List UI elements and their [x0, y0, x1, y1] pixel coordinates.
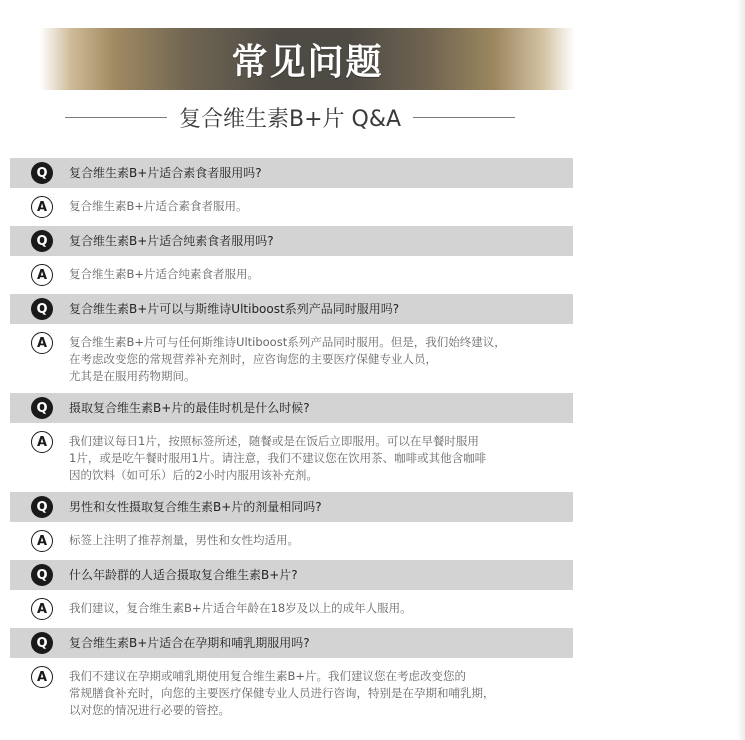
faq-answer-text: 复合维生素B+片适合素食者服用。: [69, 199, 248, 213]
faq-list: [10, 158, 573, 727]
answer-badge-icon: A: [31, 264, 53, 286]
question-badge-icon: Q: [31, 564, 53, 586]
faq-question-text: 复合维生素B+片适合纯素食者服用吗?: [69, 234, 274, 248]
faq-answer-text: 我们不建议在孕期或哺乳期使用复合维生素B+片。我们建议您在考虑改变您的 常规膳食补充时，向您的主要医疗保健专业人员进行咨询，特别是在孕期和哺乳期， 以对您的情况进行必要的管控。: [69, 669, 495, 717]
page-subtitle: 复合维生素B+片 Q&A: [178, 106, 402, 132]
question-badge-icon: Q: [31, 298, 53, 320]
faq-question-text: 什么年龄群的人适合摄取复合维生素B+片?: [69, 568, 298, 582]
faq-answer-row: [10, 324, 573, 393]
faq-answer-text: 我们建议，复合维生素B+片适合年龄在18岁及以上的成年人服用。: [69, 601, 412, 615]
faq-answer-row: [10, 423, 573, 492]
subtitle-divider-left: [65, 117, 167, 118]
faq-answer-text: 标签上注明了推荐剂量，男性和女性均适用。: [69, 533, 299, 547]
faq-answer-row: [10, 658, 573, 727]
question-badge-icon: Q: [31, 397, 53, 419]
subtitle-divider-right: [413, 117, 515, 118]
faq-answer-row: [10, 256, 573, 294]
answer-badge-icon: A: [31, 196, 53, 218]
faq-question-row: [10, 628, 573, 658]
faq-answer-text: 复合维生素B+片适合纯素食者服用。: [69, 267, 260, 281]
question-badge-icon: Q: [31, 496, 53, 518]
faq-answer-row: [10, 188, 573, 226]
faq-question-text: 复合维生素B+片适合素食者服用吗?: [69, 166, 262, 180]
question-badge-icon: Q: [31, 162, 53, 184]
answer-badge-icon: A: [31, 598, 53, 620]
faq-question-row: [10, 158, 573, 188]
answer-badge-icon: A: [31, 666, 53, 688]
page-edge-shadow: [737, 0, 745, 740]
faq-question-text: 复合维生素B+片可以与斯维诗Ultiboost系列产品同时服用吗?: [69, 302, 400, 316]
faq-question-text: 摄取复合维生素B+片的最佳时机是什么时候?: [69, 401, 310, 415]
question-badge-icon: Q: [31, 632, 53, 654]
faq-answer-row: [10, 590, 573, 628]
faq-answer-row: [10, 522, 573, 560]
faq-answer-text: 复合维生素B+片可与任何斯维诗Ultiboost系列产品同时服用。但是，我们始终建议， 在考虑改变您的常规营养补充剂时，应咨询您的主要医疗保健专业人员， 尤其是在服用药物期间。: [69, 335, 506, 383]
subtitle-row: [65, 100, 515, 134]
faq-question-row: [10, 226, 573, 256]
faq-question-row: [10, 492, 573, 522]
faq-answer-text: 我们建议每日1片，按照标签所述，随餐或是在饭后立即服用。可以在早餐时服用 1片，或是吃午餐时服用1片。请注意，我们不建议您在饮用茶、咖啡或其他含咖啡 因的饮料（如可乐）后的2小时内服用该补充剂。: [69, 434, 487, 482]
answer-badge-icon: A: [31, 530, 53, 552]
answer-badge-icon: A: [31, 431, 53, 453]
answer-badge-icon: A: [31, 332, 53, 354]
faq-question-row: [10, 294, 573, 324]
faq-question-text: 复合维生素B+片适合在孕期和哺乳期服用吗?: [69, 636, 310, 650]
faq-question-text: 男性和女性摄取复合维生素B+片的剂量相同吗?: [69, 500, 322, 514]
title-banner: [40, 28, 575, 90]
question-badge-icon: Q: [31, 230, 53, 252]
page-title: 常见问题: [231, 41, 384, 83]
faq-question-row: [10, 560, 573, 590]
faq-question-row: [10, 393, 573, 423]
